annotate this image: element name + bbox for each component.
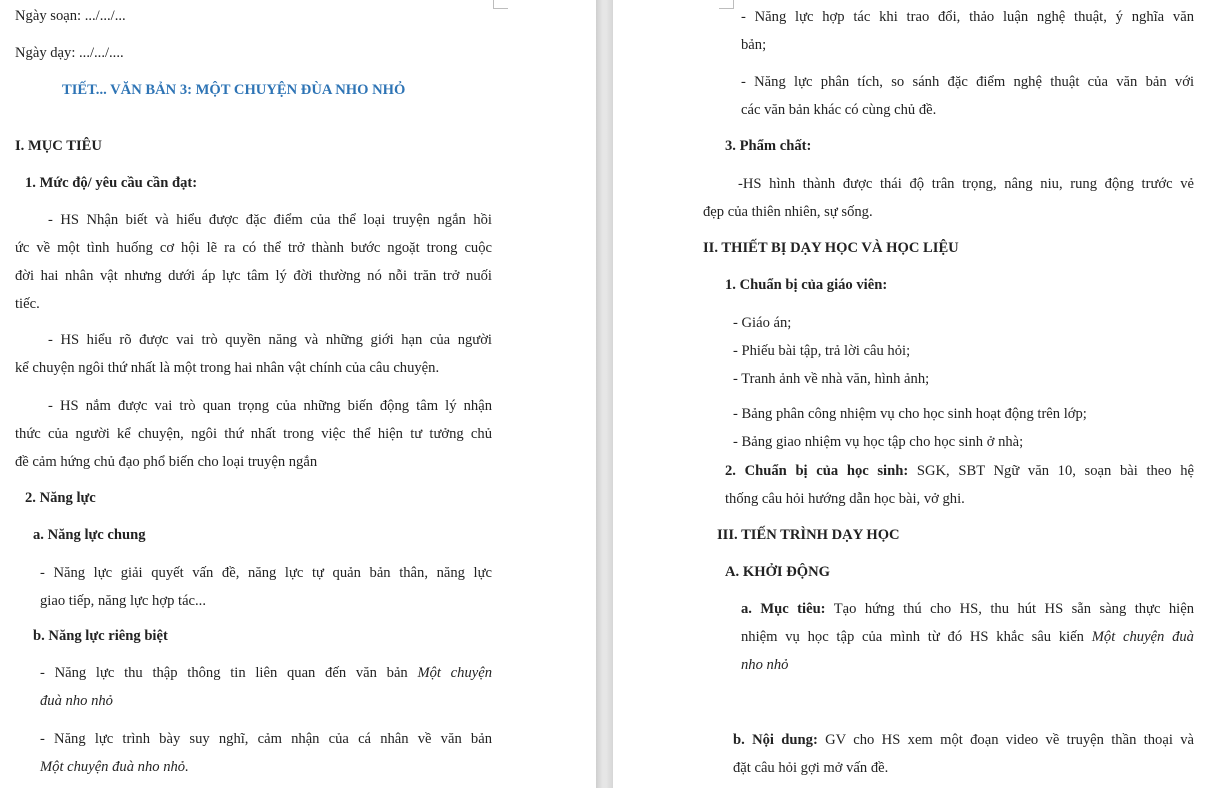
paragraph-line: - HS Nhận biết và hiểu được đặc điểm của thể loại truyện ngắn hồi [48,212,492,228]
heading-nang-luc-rieng: b. Năng lực riêng biệt [33,628,168,644]
list-item: - Phiếu bài tập, trả lời câu hỏi; [733,343,911,359]
paragraph-line: ức về một tình huống cơ hội lẽ ra có thể trở thành bước ngoặt trong cuộc [15,240,492,256]
paragraph-line: tiếc. [15,296,40,312]
paragraph-line: đặt câu hỏi gợi mở vấn đề. [733,760,889,776]
paragraph-line: bản; [741,37,767,53]
list-item: - Tranh ảnh về nhà văn, hình ảnh; [733,371,930,387]
heading-tien-trinh: III. TIẾN TRÌNH DẠY HỌC [717,527,900,543]
paragraph-line: - Năng lực hợp tác khi trao đổi, thảo luận nghệ thuật, ý nghĩa văn [741,9,1194,25]
paragraph-line: - HS nắm được vai trò quan trọng của những biến động tâm lý nhận [48,398,492,414]
paragraph-line: - Năng lực thu thập thông tin liên quan đến văn bản Một chuyện [40,665,492,681]
paragraph-line: nhiệm vụ học tập của mình từ đó HS khắc sâu kiến Một chuyện đuà [741,629,1194,645]
heading-nang-luc-chung: a. Năng lực chung [33,527,146,543]
page-gutter [596,0,613,788]
paragraph-line: đề cảm hứng chủ đạo phổ biến cho loại truyện ngắn [15,454,318,470]
paragraph-line: Một chuyện đuà nho nhỏ. [40,759,189,775]
paragraph-line: nho nhỏ [741,657,789,673]
paragraph-line: thống câu hỏi hướng dẫn học bài, vở ghi. [725,491,965,507]
paragraph-line: a. Mục tiêu: Tạo hứng thú cho HS, thu hút HS sẵn sàng thực hiện [741,601,1194,617]
paragraph-line: - Năng lực giải quyết vấn đề, năng lực tự quản bản thân, năng lực [40,565,492,581]
list-item: - Bảng giao nhiệm vụ học tập cho học sinh ở nhà; [733,434,1024,450]
paragraph-line: b. Nội dung: GV cho HS xem một đoạn video về truyện thần thoại và [733,732,1194,748]
lesson-title: TIẾT... VĂN BẢN 3: MỘT CHUYỆN ĐÙA NHO NHỎ [62,82,406,98]
heading-thiet-bi: II. THIẾT BỊ DẠY HỌC VÀ HỌC LIỆU [703,240,959,256]
paragraph-line: kể chuyện ngôi thứ nhất là một trong hai nhân vật chính của câu chuyện. [15,360,440,376]
paragraph-line: đời hai nhân vật nhưng dưới áp lực tâm lý đời thường nó nỗi trăn trở nuối [15,268,492,284]
margin-crop-mark [493,0,508,9]
ngay-day: Ngày dạy: .../.../.... [15,45,124,61]
heading-muc-tieu: I. MỤC TIÊU [15,138,102,154]
paragraph-line: -HS hình thành được thái độ trân trọng, nâng niu, rung động trước vẻ [738,176,1194,192]
paragraph-line: - Năng lực trình bày suy nghĩ, cảm nhận của cá nhân về văn bản [40,731,492,747]
heading-pham-chat: 3. Phẩm chất: [725,138,812,154]
ngay-soan: Ngày soạn: .../.../... [15,8,126,24]
margin-crop-mark [719,0,734,9]
paragraph-line: các văn bản khác có cùng chủ đề. [741,102,937,118]
list-item: - Giáo án; [733,315,792,331]
heading-muc-do: 1. Mức độ/ yêu cầu cần đạt: [25,175,198,191]
heading-nang-luc: 2. Năng lực [25,490,96,506]
paragraph-line: đuà nho nhỏ [40,693,113,709]
paragraph-line: đẹp của thiên nhiên, sự sống. [703,204,873,220]
paragraph-line: - HS hiểu rõ được vai trò quyền năng và những giới hạn của người [48,332,492,348]
document-page-right [613,0,1223,788]
paragraph-line: - Năng lực phân tích, so sánh đặc điểm nghệ thuật của văn bản với [741,74,1194,90]
paragraph-line: 2. Chuẩn bị của học sinh: SGK, SBT Ngữ văn 10, soạn bài theo hệ [725,463,1195,479]
paragraph-line: thức của người kể chuyện, ngôi thứ nhất trong việc thể hiện tư tưởng chủ [15,426,492,442]
heading-chuan-bi-gv: 1. Chuẩn bị của giáo viên: [725,277,888,293]
list-item: - Bảng phân công nhiệm vụ cho học sinh hoạt động trên lớp; [733,406,1087,422]
paragraph-line: giao tiếp, năng lực hợp tác... [40,593,206,609]
heading-khoi-dong: A. KHỞI ĐỘNG [725,564,830,580]
document-page-left [0,0,596,788]
